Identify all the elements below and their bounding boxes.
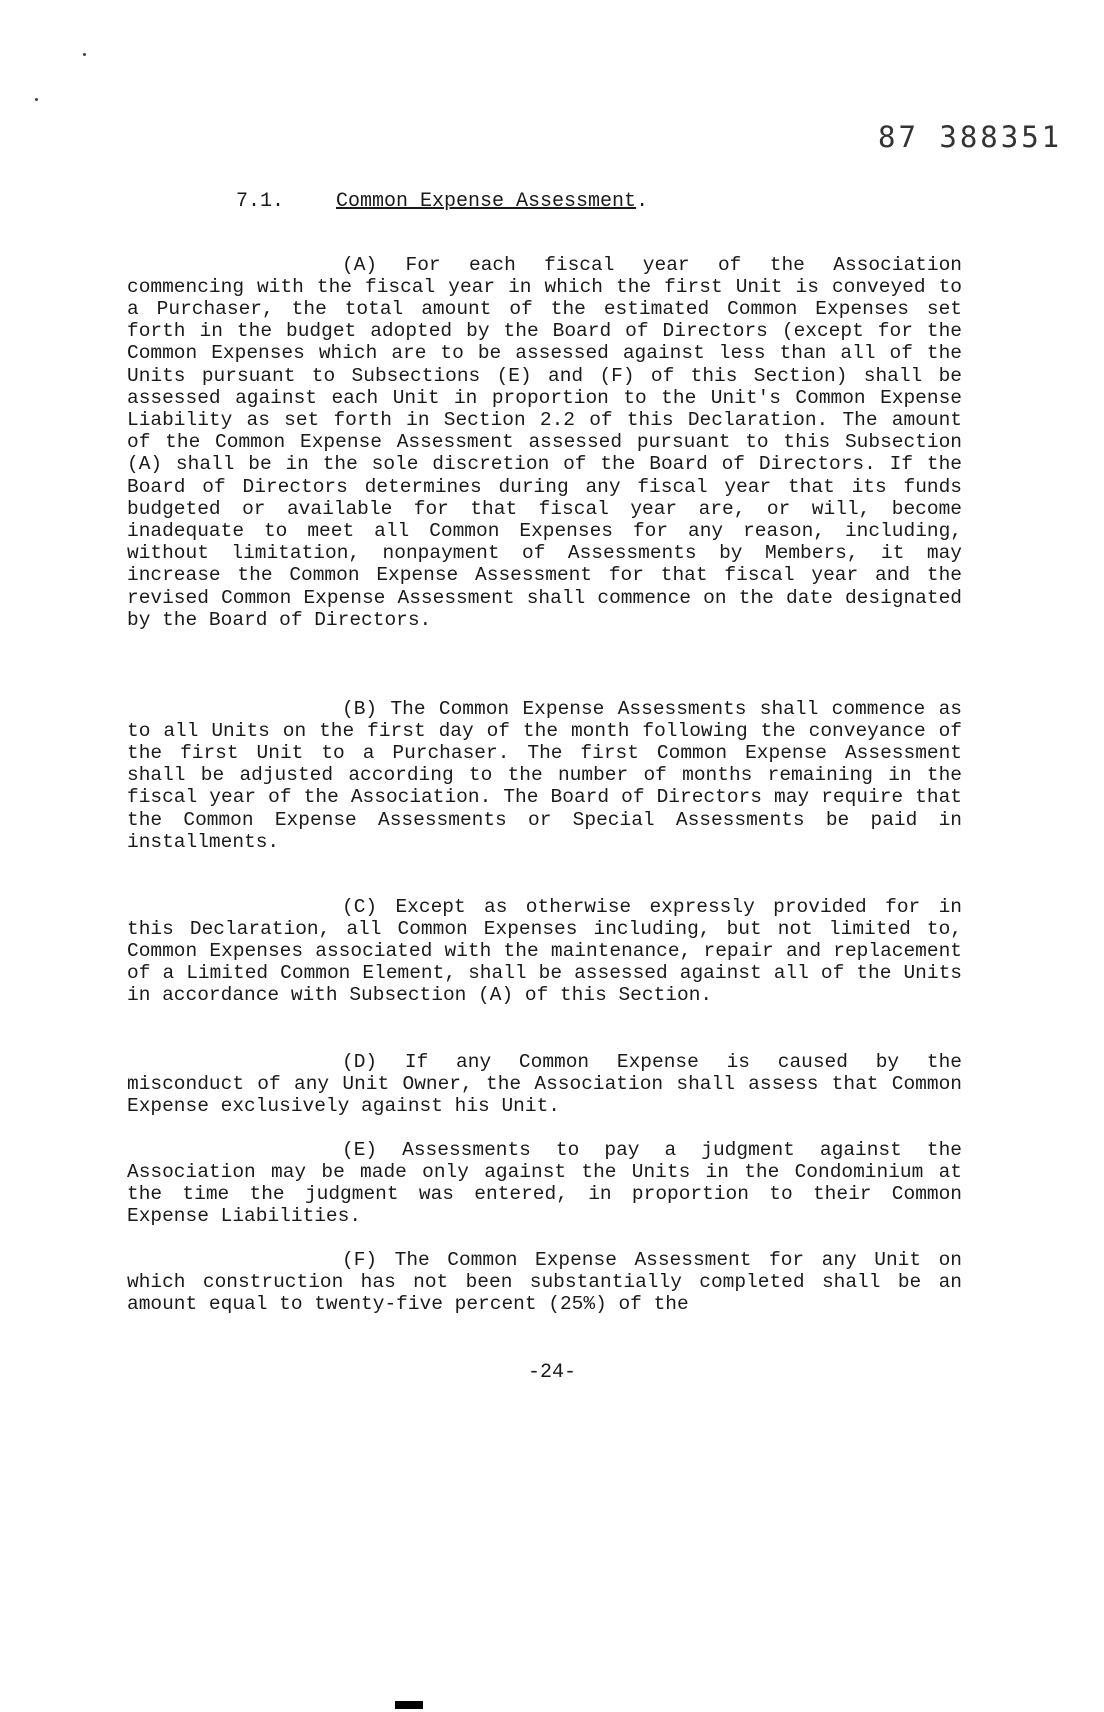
section-number: 7.1. [236,190,285,213]
scan-speck [83,53,86,56]
paragraph-e: (E) Assessments to pay a judgment against the Association may be made only against the Units in the Condominium at the time the judgment was entered, in proportion to their Common Expense Liabilities. [127,1138,962,1228]
paragraph-a: (A) For each fiscal year of the Association commencing with the fiscal year in which the first Unit is conveyed to a Purchaser, the total amount of the estimated Common Expenses set forth in the budget adopted by the Board of Directors (except for the Common Expenses which are to be assessed against less than all of the Units pursuant to Subsections (E) and (F) of this Section) shall be assessed against each Unit in proportion to the Unit's Common Expense Liability as set forth in Section 2.2 of this Declaration. The amount of the Common Expense Assessment assessed pursuant to this Subsection (A) shall be in the sole discretion of the Board of Directors. If the Board of Directors determines during any fiscal year that its funds budgeted or available for that fiscal year are, or will, become inadequate to meet all Common Expenses for any reason, including, without limitation, nonpayment of Assessments by Members, it may increase the Common Expense Assessment for that fiscal year and the revised Common Expense Assessment shall commence on the date designated by the Board of Directors. [127,253,962,631]
paragraph-b: (B) The Common Expense Assessments shall commence as to all Units on the first day of the month following the conveyance of the first Unit to a Purchaser. The first Common Expense Assessment shall be adjusted according to the number of months remaining in the fiscal year of the Association. The Board of Directors may require that the Common Expense Assessments or Special Assessments be paid in installments. [127,697,962,853]
scan-mark [395,1701,423,1709]
section-title: Common Expense Assessment [336,190,637,213]
paragraph-d: (D) If any Common Expense is caused by the misconduct of any Unit Owner, the Association shall assess that Common Expense exclusively against his Unit. [127,1050,962,1117]
section-heading [236,190,648,213]
page-number: -24- [527,1361,576,1384]
document-number: 87 388351 [878,120,1063,154]
section-title-period: . [636,190,649,213]
paragraph-f: (F) The Common Expense Assessment for any Unit on which construction has not been substantially completed shall be an amount equal to twenty-five percent (25%) of the [127,1248,962,1315]
scan-speck [35,98,38,101]
paragraph-c: (C) Except as otherwise expressly provided for in this Declaration, all Common Expenses including, but not limited to, Common Expenses associated with the maintenance, repair and replacement of a Limited Common Element, shall be assessed against all of the Units in accordance with Subsection (A) of this Section. [127,895,962,1007]
